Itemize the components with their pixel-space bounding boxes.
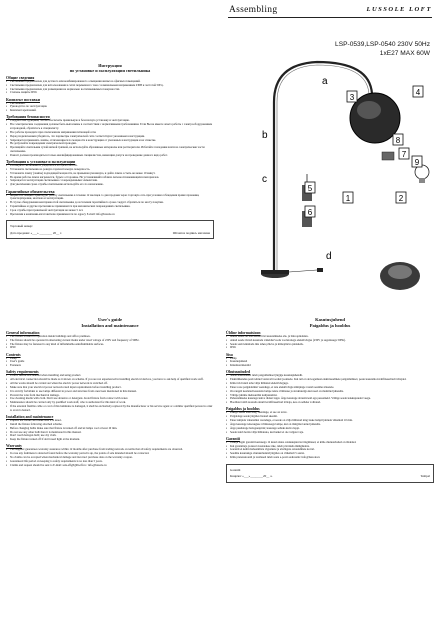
list-item: ▪ Hooldust tohib teostada ainult kvalifitseeritud töötaja, kes on selleks volitatud.: [226, 401, 434, 405]
list-item: ▪ Enne toote paigaldamist veenduge, et teie elektrivõrgu nimipinge vastab seadme nõuetele.: [226, 386, 434, 390]
list-item: ▪ Enne lampide vahetamist veenduge, et seade on välja lülitatud ning laske lampil jahtuda vähemalt 10 min.: [226, 419, 434, 423]
list-item: ▪ If the external flexible cable or cord of this luminaire is damaged, it shall be exclusively replaced by the manufacturer or his service agent or a similar qualified person in order to avoid a hazard.: [6, 405, 214, 413]
list-item: ▪ Tarnija tagab garantii kestusega 12 kuud alates ostukuupäevast tingimusel, et kõik ohutusnõuded on täidetud.: [226, 441, 434, 445]
list-item: ▪ The fixture may be fastened to any kind of inflammable-uninflammable surfaces.: [6, 343, 214, 347]
en-sections: [6, 331, 214, 468]
callout-2: [396, 192, 406, 203]
list-item: ▪ Fasteners: [6, 364, 214, 368]
list-item: ▪ Prevent the wire from mechanical damage.: [6, 394, 214, 398]
list-item: ▪ Antud seade on ette nähtud töö kasutamiseks elu- ja büroopindades.: [226, 335, 434, 339]
list-item: ▪ Светильник предназначен для детского или комбинированного освещения жилых и офисных помещений.: [6, 80, 214, 84]
callout-5: [305, 182, 315, 193]
list-item: ▪ All electrical connection should be made as it shown on scheme. If you are not experienced in installing electrical devices, you have to ask help of qualified work staff.: [6, 378, 214, 382]
list-item: ▪ Vältige juhtme mehaanilist kahjustamist.: [226, 394, 434, 398]
lv-sale-date-label: Kuupäev «___»________20__ a.: [230, 474, 273, 479]
list-item: ▪ IP20: [6, 346, 214, 350]
list-item: ▪ Kui garantiiaja jooksul avastatakse rike, tuleb pöörduda müügikohta.: [226, 445, 434, 449]
list-item: ▪ Светильник предназначен для размещения на нормально воспламеняемых поверхностях.: [6, 88, 214, 92]
arc-floor-lamp-diagram: [222, 2, 438, 306]
callout-label: 6: [307, 208, 313, 217]
list-item: ▪ The fixture is used for operation inside buildings and office premises.: [6, 335, 214, 339]
callout-4: [413, 86, 423, 97]
list-item: ▪ Распакуйте светильник и убедитесь в его целостности.: [6, 164, 214, 168]
section-heading: Комплект поставки: [6, 97, 40, 102]
en-title: User's guide: [97, 317, 123, 322]
estonian-instructions-panel: [222, 312, 438, 620]
list-item: ▪ Seade saab kinnitada mis tahes põleva ja mittepõleva pinnaletk.: [226, 343, 434, 347]
list-item: ▪ Claims and request should be sent to E-mail: sale.eff@lg96.eff.ru / info@lussole.ru: [6, 464, 214, 468]
lamp-shade: [350, 93, 400, 143]
section-list: [226, 411, 434, 434]
lv-stamp-label: Tempel: [420, 474, 430, 479]
list-item: ▪ Запрещается эксплуатация светильника с поврежденными элементами.: [6, 179, 214, 183]
section-list: [6, 102, 214, 113]
section-heading: Contents: [6, 352, 21, 357]
list-item: ▪ Before changing bulbs make sure that fixture is turned off and let lamps cool at least 10 min.: [6, 427, 214, 431]
list-item: ▪ Срок службы при правильной эксплуатации не менее 5 лет.: [6, 209, 214, 213]
list-item: ▪ The fixture should be operated in alternating current mains under rated voltage of 230V and frequency of 50Hz.: [6, 339, 214, 343]
callout-label: 1: [345, 194, 351, 203]
list-item: ▪ Претензии к компании-изготовителю принимаются по адресу E-mail: info@lussole.ru: [6, 213, 214, 217]
list-item: ▪ Ремонт должен производиться только квалифицированным специалистом, имеющим допуск на проведение данного вида работ.: [6, 154, 214, 158]
assembly-title: Assembling: [229, 5, 278, 15]
lv-title: Kasutusjuhend: [315, 317, 345, 322]
en-subtitle: Installation and maintenance: [81, 322, 139, 328]
list-item: ▪ Kõik pretensioonid ja taotlused tuleb saata e-posti aadressile: info@lussole.ru: [226, 456, 434, 460]
letter-markers: [262, 76, 332, 262]
list-item: ▪ Запрещается применять лампы, отличающиеся по мощности и конструкции от указанных в инструкции и на этикетке.: [6, 139, 214, 143]
section-list: [6, 119, 214, 157]
section-list: [6, 194, 214, 217]
callout-label: 9: [414, 158, 420, 167]
list-item: ▪ Lamp: [6, 357, 214, 361]
lv-warranty-card: [226, 464, 434, 483]
letter-marker: c: [262, 174, 267, 185]
spec-model-voltage: LSP-0539,LSP-0540 230V 50Hz: [335, 41, 430, 48]
section-heading: General information: [6, 330, 40, 335]
list-item: ▪ The supplier guarantees warranty assurance within 12 months after purchase from trading network on terms that all safety requirements are observed.: [6, 448, 214, 452]
list-item: ▪ Следуйте инструкциям, чтобы обеспечить правильную и безопасную установку и эксплуатацию.: [6, 119, 214, 123]
list-item: ▪ Make sure that your electrical power network rated input requirements before installing product.: [6, 386, 214, 390]
list-item: ▪ Установите светильник на ровную горизонтальную поверхность.: [6, 168, 214, 172]
list-item: ▪ В случае обнаружения неисправностей светильника до истечения гарантийного срока следует обратиться по месту покупки.: [6, 201, 214, 205]
list-item: ▪ Guaranteed life period on keeping to safety requirements is no less than 5 years.: [6, 460, 214, 464]
letter-marker: b: [262, 130, 268, 141]
list-item: ▪ Установите лампу (лампы) подходящей мощности, не превышая указанную, и дайте лампе остыть не менее 10 минут.: [6, 172, 214, 176]
callout-6: [305, 206, 315, 217]
list-item: ▪ IP20.: [226, 346, 434, 350]
list-item: ▪ Install the fixture following attached scheme.: [6, 423, 214, 427]
section-heading: Гарантийные обязательства: [6, 189, 55, 194]
brand-logo: LUSSOLE LOFT: [366, 6, 432, 13]
list-item: ▪ Seade tuleb hoida välja lülitatuna, kui hetkel ei ole valgust vaja.: [226, 431, 434, 435]
list-item: ▪ Для увеличения срока службы светильника используйте его по назначению.: [6, 183, 214, 187]
detail-socket: [382, 152, 394, 160]
list-item: ▪ Lamp: [226, 357, 434, 361]
list-item: ▪ Во время работы лампа нагревается, будьте осторожны. Не устанавливайте вблизи легковоспламеняющихся материалов.: [6, 176, 214, 180]
list-item: ▪ Комплект креплений.: [6, 109, 214, 113]
list-item: ▪ No claims can be accepted when mechanical damage and incorrect purchase data on the warranty coupon.: [6, 456, 214, 460]
section-heading: Ohutusnõuded: [226, 370, 251, 375]
list-item: ▪ Ärge kasutage teisesuguse võimsusega lampe, kui on märgitud antud juhendis.: [226, 423, 434, 427]
callout-1: [343, 192, 353, 203]
list-item: ▪ Keep the fixture turned off if don't need light at the moment.: [6, 438, 214, 442]
section-list: [226, 335, 434, 350]
section-heading: Warranty: [6, 444, 23, 449]
ru-warranty-card: [6, 220, 214, 239]
list-item: ▪ It is strictly forbidden to use lamps different in power and structure from ones been mentioned in this manual.: [6, 390, 214, 394]
callout-3: [347, 91, 357, 102]
ru-model-label: Торговый номер:: [10, 224, 34, 229]
list-item: ▪ Garantii ei kehti mehaaniliste vigastuste ja ebaõigete ostuandmete korral.: [226, 448, 434, 452]
callout-9: [412, 156, 422, 167]
list-item: ▪ Paigaldage seade järgides lisatud skeemi.: [226, 415, 434, 419]
section-heading: Paigaldus ja hooldus: [226, 407, 260, 412]
section-list: [226, 374, 434, 405]
list-item: ▪ Светильник предназначен для использования в сетях переменного тока с номинальным напряжением 230В и частотой 50Гц.: [6, 84, 214, 88]
list-item: ▪ Все работы проводите при отключенном напряжении питающей сети.: [6, 131, 214, 135]
lv-subtitle: Paigaldus ja hooldus: [309, 322, 351, 328]
list-item: ▪ Do not use any other bulb than it is mentioned in this manual.: [6, 431, 214, 435]
list-item: ▪ Степень защиты IP20.: [6, 91, 214, 95]
ru-stamp-label: Штамп и подпись магазина: [172, 230, 210, 235]
list-item: ▪ Follow instruction manual when installing and using product.: [6, 374, 214, 378]
section-list: [6, 80, 214, 95]
spec-bulb: 1xE27 MAX 60W: [379, 49, 430, 57]
callout-label: 3: [349, 93, 355, 102]
list-item: ▪ Руководство по эксплуатации.: [6, 105, 214, 109]
list-item: ▪ Maintenance should be carried only by qualified work staff, who is authorized for this kind of work.: [6, 401, 214, 405]
section-heading: Общие сведения: [6, 75, 35, 80]
callout-label: 7: [401, 150, 407, 159]
section-heading: Safety requirements: [6, 370, 39, 375]
list-item: ▪ Puhastamiseks kasutage kuiva riidest lappi. Ärge kasutage abrasiivseid ega pesuaineid. Vältige seade kokkupuudet veega.: [226, 397, 434, 401]
lv-sections: [226, 331, 434, 460]
assembly-panel: [222, 2, 438, 306]
list-item: ▪ Don't touch halogen bulb; use dry cloth.: [6, 434, 214, 438]
section-list: [6, 357, 214, 368]
list-item: ▪ Use cleaning media with cloth. Don't use abrasive or detergent. Avoid fixture from contact with water.: [6, 397, 214, 401]
section-list: [6, 164, 214, 187]
callout-label: 4: [415, 88, 421, 97]
list-item: ▪ Ärge puudutage halogeenpirni; kasutage selleks kuiva lappi.: [226, 427, 434, 431]
section-heading: Sisu: [226, 352, 233, 357]
ru-title: Инструкция по установке и эксплуатации светильника: [69, 63, 151, 74]
section-list: [6, 335, 214, 350]
section-list: [226, 441, 434, 460]
section-heading: Требования безопасности: [6, 115, 50, 120]
section-list: [226, 357, 434, 368]
russian-instructions-panel: [2, 2, 218, 306]
lamp-base: [261, 268, 323, 278]
detail-base-disk: [380, 262, 420, 290]
list-item: ▪ Antud seade töötab kasutada vahelduvvoolu voolutoitega elektrivõrgus (230V ja sagedusega 50Hz).: [226, 339, 434, 343]
english-instructions-panel: [2, 312, 218, 620]
callout-label: 2: [398, 194, 404, 203]
callout-label: 5: [307, 184, 313, 193]
list-item: ▪ Kõik tööd tuleb teha välja lülitatud elektrivõrguga.: [226, 382, 434, 386]
list-item: ▪ Гарантийные и другие претензии не принимаются при механических повреждениях светильника.: [6, 205, 214, 209]
list-item: ▪ Seade kasutamisel tuleb paigaldamisel järgige kasutusjuhendit.: [226, 374, 434, 378]
list-item: ▪ Не допускайте повреждения электрической проводки.: [6, 142, 214, 146]
list-item: ▪ Светильник.: [6, 102, 214, 106]
callout-8: [393, 134, 403, 145]
section-list: [6, 419, 214, 442]
ru-sections: [6, 76, 214, 217]
list-item: ▪ User's guide: [6, 360, 214, 364]
list-item: ▪ Kinnitusvahendid: [226, 364, 434, 368]
section-heading: Требования к установке и эксплуатации: [6, 160, 76, 165]
callout-7: [399, 148, 409, 159]
section-heading: Üldine informatsioon: [226, 330, 261, 335]
list-item: ▪ All the works should be carried out when the electric power network is switched off.: [6, 382, 214, 386]
list-item: ▪ Pakige seade lahti ning veenduge, et see on terve.: [226, 411, 434, 415]
list-item: ▪ Unpack the fixture and make sure it is intact.: [6, 419, 214, 423]
letter-marker: a: [322, 76, 328, 87]
section-list: [6, 448, 214, 467]
list-item: ▪ Перед подключением убедитесь, что параметры электрической сети соответствуют указанным в инструкции.: [6, 135, 214, 139]
section-list: [6, 374, 214, 412]
list-item: ▪ Kasutusjuhend: [226, 360, 434, 364]
list-item: ▪ Прочищайте светильник сухой мягкой тряпкой, не используйте абразивные материалы или растворители. Избегайте попадания влаги на электрические части светильника.: [6, 146, 214, 154]
lv-warranty-label: Garantii: [230, 467, 241, 472]
section-heading: Installation and maintenance: [6, 415, 54, 420]
letter-marker: d: [326, 251, 332, 262]
section-heading: Garantii: [226, 436, 240, 441]
callout-label: 8: [395, 136, 401, 145]
list-item: ▪ Все электрические соединения должны быть выполнены в соответствии с нормативными требованиями. Если Вы не имеете опыта работы с электрооборудованием и проводкой, обратитесь к специалисту.: [6, 123, 214, 131]
ru-sale-date-label: Дата продажи: «___» ________ 20__ г.: [10, 230, 62, 235]
list-item: ▪ In case any faultiness is detected found before the warranty period is up, the points of sale intended should be contacted.: [6, 452, 214, 456]
list-item: ▪ Фирма-поставщик гарантирует работу светильника в течение 12 месяцев со дня продажи через торговую сеть при условии соблюдения правил хранения, транспортировки, монтажа и эксплуатации.: [6, 194, 214, 202]
list-item: ▪ Seadme kasutusiga ohutusnõudeid järgides on vähemalt 5 aastat.: [226, 452, 434, 456]
detail-bulb: [415, 165, 429, 183]
list-item: ▪ On rangelt keelatud kasutada lampe teiste võimsuse ja struktuuriga kui need on mainitud juhendis.: [226, 390, 434, 394]
list-item: ▪ Elektriühendus peab tehtud vastavalt toodud joonisele. Kui teil ei ole kogemusi elektriseadmete paigaldamisel, peate kasutama kvalifitseeritud töötajaid.: [226, 378, 434, 382]
